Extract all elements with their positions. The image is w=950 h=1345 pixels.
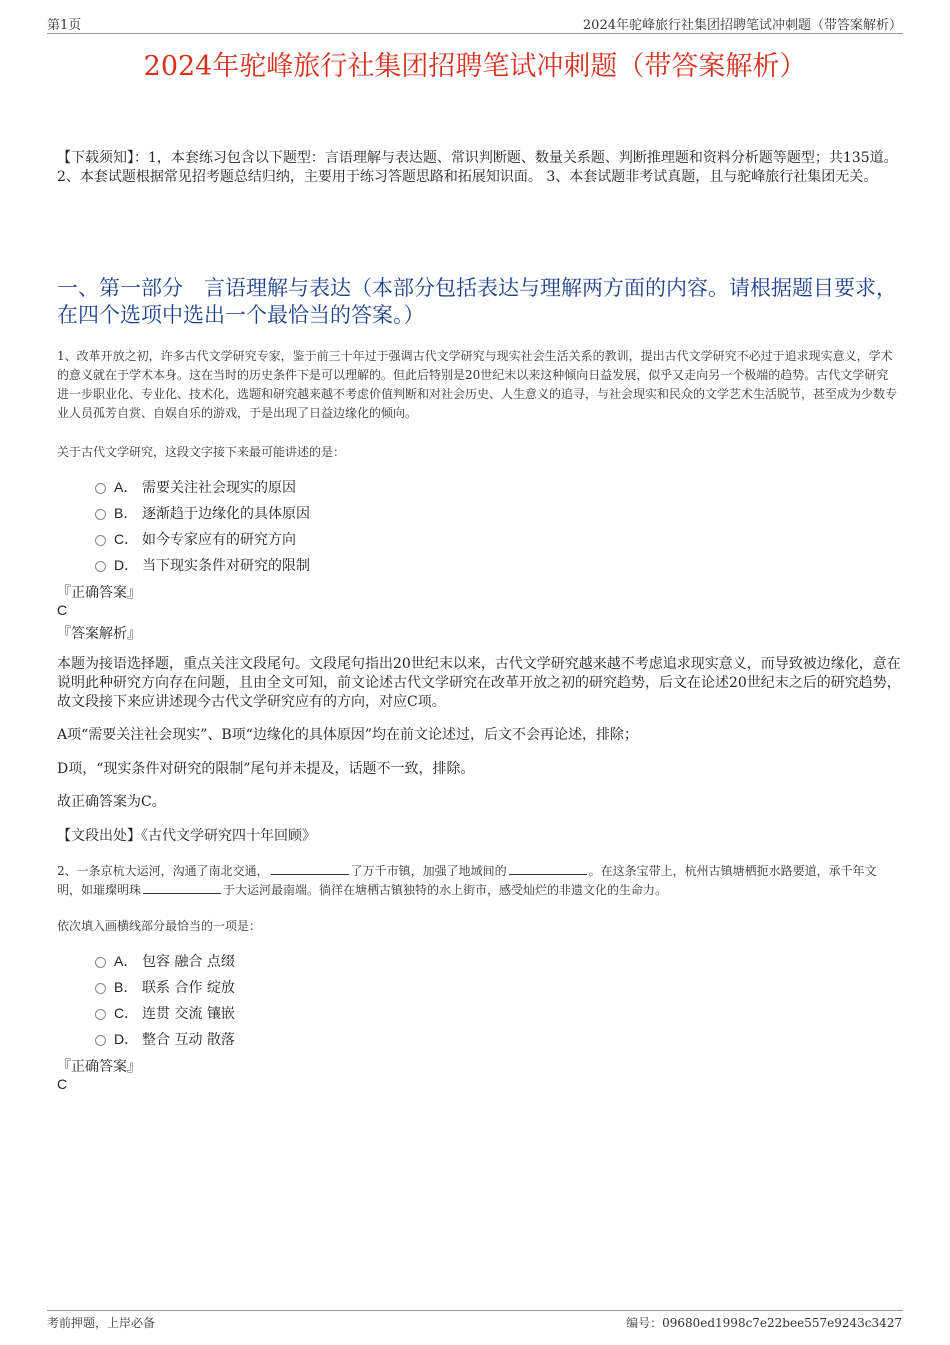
q1-option-b[interactable]: B． 逐渐趋于边缘化的具体原因 xyxy=(95,503,310,523)
q1-answer-label: 『正确答案』 xyxy=(57,585,141,601)
fill-blank xyxy=(509,862,587,875)
fill-blank xyxy=(143,881,221,894)
radio-icon[interactable] xyxy=(95,1035,106,1046)
q1-source: 【文段出处】《古代文学研究四十年回顾》 xyxy=(57,828,316,844)
q2-option-b[interactable]: B． 联系 合作 绽放 xyxy=(95,977,235,997)
footer-divider xyxy=(47,1310,903,1311)
q2-option-c[interactable]: C． 连贯 交流 镶嵌 xyxy=(95,1003,235,1023)
download-notice: 【下载须知】：1，本套练习包含以下题型：言语理解与表达题、常识判断题、数量关系题、判断推理题和资料分析题等题型；共135道。 2、本套试题根据常见招考题总结归纳，主要用于练习答题思路和拓展知识面。 3、本套试题非考试真题，且与驼峰旅行社集团无关。 xyxy=(57,150,898,185)
q2-passage: 2、一条京杭大运河，沟通了南北交通， 了万千市镇，加强了地域间的 。在这条宝带上，杭州古镇塘栖扼水路要道，承千年文明，如璀璨明珠 于大运河最南端。徜徉在塘栖古镇独特的水上街市，感受灿烂的非遗文化的生命力。 xyxy=(57,864,877,897)
radio-icon[interactable] xyxy=(95,509,106,520)
radio-icon[interactable] xyxy=(95,535,106,546)
q1-analysis-1: 本题为接语选择题，重点关注文段尾句。文段尾句指出20世纪末以来，古代文学研究越来越不考虑追求现实意义，而导致被边缘化，意在说明此种研究方向存在问题，且由全文可知，前文论述古代文学研究在改革开放之初的研究趋势，后文在论述20世纪末之后的研究趋势，故文段接下来应讲述现今古代文学研究应有的方向，对应C项。 xyxy=(57,656,901,710)
q1-option-c[interactable]: C． 如今专家应有的研究方向 xyxy=(95,529,296,549)
radio-icon[interactable] xyxy=(95,957,106,968)
q1-option-a[interactable]: A． 需要关注社会现实的原因 xyxy=(95,477,296,497)
q1-analysis-3: D项，“现实条件对研究的限制”尾句并未提及，话题不一致，排除。 xyxy=(57,761,475,777)
q2-stem: 依次填入画横线部分最恰当的一项是： xyxy=(57,919,262,933)
footer-slogan: 考前押题，上岸必备 xyxy=(47,1316,156,1330)
q1-analysis-label: 『答案解析』 xyxy=(57,626,141,642)
radio-icon[interactable] xyxy=(95,483,106,494)
q1-stem: 关于古代文学研究，这段文字接下来最可能讲述的是： xyxy=(57,445,346,459)
q2-option-a[interactable]: A． 包容 融合 点缀 xyxy=(95,951,235,971)
fill-blank xyxy=(271,862,349,875)
q2-option-d[interactable]: D． 整合 互动 散落 xyxy=(95,1029,235,1049)
q1-option-d[interactable]: D． 当下现实条件对研究的限制 xyxy=(95,555,310,575)
section-title: 一、第一部分 言语理解与表达（本部分包括表达与理解两方面的内容。请根据题目要求，在四个选项中选出一个最恰当的答案。） xyxy=(57,276,897,327)
header-doc-title: 2024年驼峰旅行社集团招聘笔试冲刺题（带答案解析） xyxy=(582,18,902,33)
footer-serial: 编号：09680ed1998c7e22bee557e9243c3427 xyxy=(626,1316,902,1330)
radio-icon[interactable] xyxy=(95,983,106,994)
page-title: 2024年驼峰旅行社集团招聘笔试冲刺题（带答案解析） xyxy=(143,51,807,82)
radio-icon[interactable] xyxy=(95,561,106,572)
page-number: 第1页 xyxy=(47,18,82,33)
q1-answer: C xyxy=(57,602,68,618)
header-divider xyxy=(47,33,903,34)
radio-icon[interactable] xyxy=(95,1009,106,1020)
q1-passage: 1、改革开放之初，许多古代文学研究专家，鉴于前三十年过于强调古代文学研究与现实社会生活关系的教训，提出古代文学研究不必过于追求现实意义，学术的意义就在于学术本身。这在当时的历史条件下是可以理解的。但此后特别是20世纪末以来这种倾向日益发展，似乎又走向另一个极端的趋势。古代文学研究进一步职业化、专业化、技术化，选题和研究越来越不考虑价值判断和对社会历史、人生意义的追寻，与社会现实和民众的文学艺术生活脱节，甚至成为少数专业人员孤芳自赏、自娱自乐的游戏，于是出现了日益边缘化的倾向。 xyxy=(57,349,898,420)
q1-analysis-4: 故正确答案为C。 xyxy=(57,794,166,810)
q2-answer-label: 『正确答案』 xyxy=(57,1059,141,1075)
q2-answer: C xyxy=(57,1076,68,1092)
q1-analysis-2: A项“需要关注社会现实”、B项“边缘化的具体原因”均在前文论述过，后文不会再论述，排除； xyxy=(57,727,639,743)
